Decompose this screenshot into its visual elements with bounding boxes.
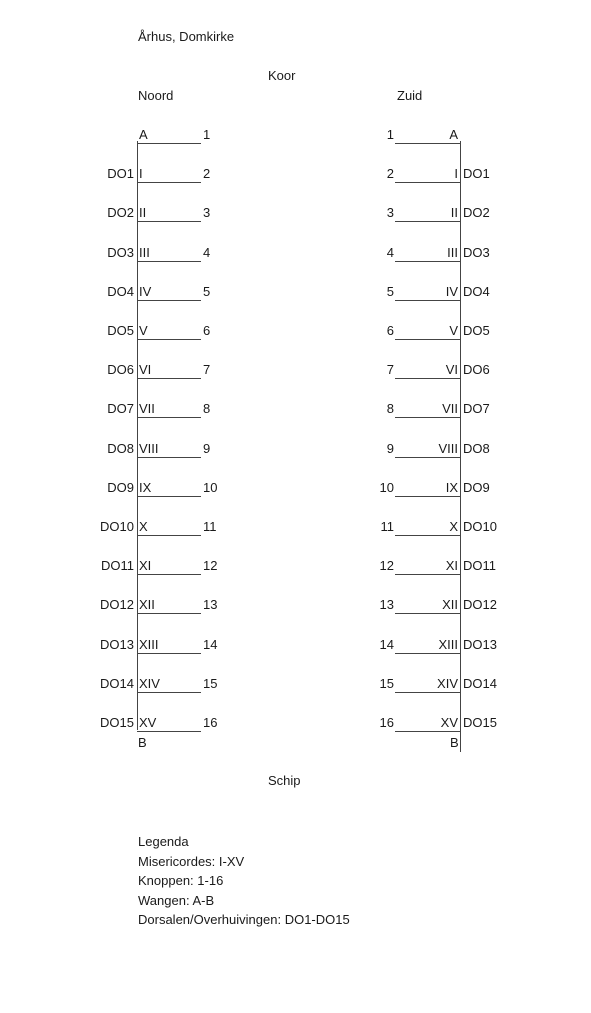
north-dorsal-label: DO6 xyxy=(107,362,134,377)
south-knob-label: 1 xyxy=(386,127,394,142)
north-dorsal-label: DO1 xyxy=(107,166,134,181)
south-misericord-label: XI xyxy=(445,558,458,573)
south-seat-line xyxy=(395,731,460,732)
north-misericord-label: XIV xyxy=(139,676,160,691)
south-knob-label: 10 xyxy=(379,480,394,495)
south-seat-line xyxy=(395,339,460,340)
south-seat-line xyxy=(395,261,460,262)
north-seat-line xyxy=(137,457,201,458)
north-dorsal-label: DO7 xyxy=(107,401,134,416)
north-misericord-label: XI xyxy=(139,558,152,573)
south-misericord-label: XV xyxy=(440,715,458,730)
north-misericord-label: VI xyxy=(139,362,152,377)
south-dorsal-label: DO11 xyxy=(463,558,496,573)
south-dorsal-label: DO1 xyxy=(463,166,490,181)
south-dorsal-label: DO7 xyxy=(463,401,490,416)
north-knob-label: 1 xyxy=(203,127,211,142)
south-seat-line xyxy=(395,182,460,183)
south-dorsal-label: DO12 xyxy=(463,597,497,612)
south-dorsal-label: DO6 xyxy=(463,362,490,377)
south-seat-line xyxy=(395,613,460,614)
south-seat-line xyxy=(395,496,460,497)
south-knob-label: 5 xyxy=(386,284,394,299)
south-misericord-label: IX xyxy=(445,480,458,495)
north-seat-line xyxy=(137,221,201,222)
north-misericord-label: III xyxy=(139,245,150,260)
north-seat-line xyxy=(137,731,201,732)
south-knob-label: 2 xyxy=(386,166,394,181)
south-dorsal-label: DO13 xyxy=(463,637,497,652)
north-seat-line xyxy=(137,143,201,144)
page-title: Århus, Domkirke xyxy=(138,29,235,44)
north-seat-line xyxy=(137,417,201,418)
south-seat-line xyxy=(395,300,460,301)
south-misericord-label: XII xyxy=(442,597,458,612)
north-knob-label: 8 xyxy=(203,401,211,416)
north-knob-label: 9 xyxy=(203,441,211,456)
north-seat-line xyxy=(137,653,201,654)
north-misericord-label: XII xyxy=(139,597,155,612)
south-misericord-label: VII xyxy=(442,401,458,416)
north-seat-line xyxy=(137,300,201,301)
legend-item: Wangen: A-B xyxy=(138,892,215,908)
south-dorsal-label: DO5 xyxy=(463,323,490,338)
north-knob-label: 2 xyxy=(203,166,211,181)
south-dorsal-label: DO10 xyxy=(463,519,497,534)
legend-heading: Legenda xyxy=(138,834,189,849)
north-knob-label: 14 xyxy=(203,637,218,652)
north-knob-label: 10 xyxy=(203,480,218,495)
south-seat-line xyxy=(395,653,460,654)
north-seat-line xyxy=(137,182,201,183)
south-knob-label: 13 xyxy=(379,597,394,612)
south-knob-label: 4 xyxy=(386,245,394,260)
north-misericord-label: II xyxy=(139,205,147,220)
north-knob-label: 5 xyxy=(203,284,211,299)
south-dorsal-label: DO9 xyxy=(463,480,490,495)
south-knob-label: 11 xyxy=(380,519,394,534)
legend-item: Misericordes: I-XV xyxy=(138,853,245,869)
north-misericord-label: VIII xyxy=(139,441,159,456)
north-misericord-label: A xyxy=(139,127,148,142)
south-dorsal-label: DO15 xyxy=(463,715,497,730)
north-misericord-label: XV xyxy=(139,715,157,730)
north-bottom-end: B xyxy=(138,735,147,750)
north-knob-label: 12 xyxy=(203,558,218,573)
south-misericord-label: III xyxy=(447,245,458,260)
north-misericord-label: XIII xyxy=(139,637,159,652)
north-dorsal-label: DO2 xyxy=(107,205,134,220)
north-knob-label: 6 xyxy=(203,323,211,338)
north-seat-line xyxy=(137,574,201,575)
south-misericord-label: I xyxy=(454,166,458,181)
north-dorsal-label: DO5 xyxy=(107,323,134,338)
south-seat-line xyxy=(395,417,460,418)
south-seat-line xyxy=(395,143,460,144)
south-knob-label: 9 xyxy=(386,441,394,456)
south-dorsal-label: DO4 xyxy=(463,284,490,299)
north-seat-line xyxy=(137,692,201,693)
north-seat-line xyxy=(137,378,201,379)
south-knob-label: 16 xyxy=(379,715,394,730)
south-seat-line xyxy=(395,378,460,379)
south-knob-label: 14 xyxy=(379,637,394,652)
south-knob-label: 12 xyxy=(379,558,394,573)
north-dorsal-label: DO4 xyxy=(107,284,134,299)
north-knob-label: 4 xyxy=(203,245,211,260)
south-misericord-label: VIII xyxy=(438,441,458,456)
north-misericord-label: IX xyxy=(139,480,152,495)
legend xyxy=(138,832,350,930)
north-misericord-label: I xyxy=(139,166,143,181)
south-heading: Zuid xyxy=(397,88,423,103)
north-seat-line xyxy=(137,496,201,497)
south-dorsal-label: DO3 xyxy=(463,245,490,260)
north-seat-line xyxy=(137,535,201,536)
south-seat-line xyxy=(395,535,460,536)
legend-item: Dorsalen/Overhuivingen: DO1-DO15 xyxy=(138,912,350,927)
south-misericord-label: IV xyxy=(445,284,458,299)
north-misericord-label: IV xyxy=(139,284,152,299)
north-dorsal-label: DO13 xyxy=(100,637,134,652)
north-knob-label: 7 xyxy=(203,362,211,377)
north-dorsal-label: DO8 xyxy=(107,441,134,456)
north-knob-label: 16 xyxy=(203,715,218,730)
south-knob-label: 6 xyxy=(386,323,394,338)
south-bottom-end: B xyxy=(450,735,459,750)
north-knob-label: 15 xyxy=(203,676,218,691)
south-seat-line xyxy=(395,221,460,222)
south-misericord-label: V xyxy=(449,323,458,338)
south-knob-label: 7 xyxy=(386,362,394,377)
north-dorsal-label: DO3 xyxy=(107,245,134,260)
south-knob-label: 15 xyxy=(379,676,394,691)
north-knob-label: 3 xyxy=(203,205,211,220)
south-dorsal-label: DO14 xyxy=(463,676,497,691)
north-dorsal-label: DO11 xyxy=(101,558,134,573)
south-knob-label: 3 xyxy=(386,205,394,220)
nave-label: Schip xyxy=(268,773,301,788)
north-misericord-label: X xyxy=(139,519,148,534)
north-seat-line xyxy=(137,261,201,262)
north-knob-label: 13 xyxy=(203,597,218,612)
legend-item: Knoppen: 1-16 xyxy=(138,873,224,888)
south-misericord-label: X xyxy=(449,519,458,534)
south-seat-line xyxy=(395,457,460,458)
north-heading: Noord xyxy=(138,88,174,103)
north-bench-line xyxy=(137,141,138,730)
south-seat-line xyxy=(395,692,460,693)
north-misericord-label: V xyxy=(139,323,148,338)
south-misericord-label: A xyxy=(449,127,458,142)
south-bench-line xyxy=(460,141,461,752)
south-seat-line xyxy=(395,574,460,575)
south-misericord-label: II xyxy=(450,205,458,220)
south-knob-label: 8 xyxy=(386,401,394,416)
south-dorsal-label: DO8 xyxy=(463,441,490,456)
north-dorsal-label: DO15 xyxy=(100,715,134,730)
north-dorsal-label: DO14 xyxy=(100,676,134,691)
north-dorsal-label: DO9 xyxy=(107,480,134,495)
south-misericord-label: XIV xyxy=(437,676,458,691)
north-misericord-label: VII xyxy=(139,401,155,416)
north-seat-line xyxy=(137,613,201,614)
north-dorsal-label: DO10 xyxy=(100,519,134,534)
south-misericord-label: VI xyxy=(445,362,458,377)
choir-label: Koor xyxy=(268,68,296,83)
south-dorsal-label: DO2 xyxy=(463,205,490,220)
north-knob-label: 11 xyxy=(203,519,217,534)
north-seat-line xyxy=(137,339,201,340)
north-dorsal-label: DO12 xyxy=(100,597,134,612)
south-misericord-label: XIII xyxy=(438,637,458,652)
